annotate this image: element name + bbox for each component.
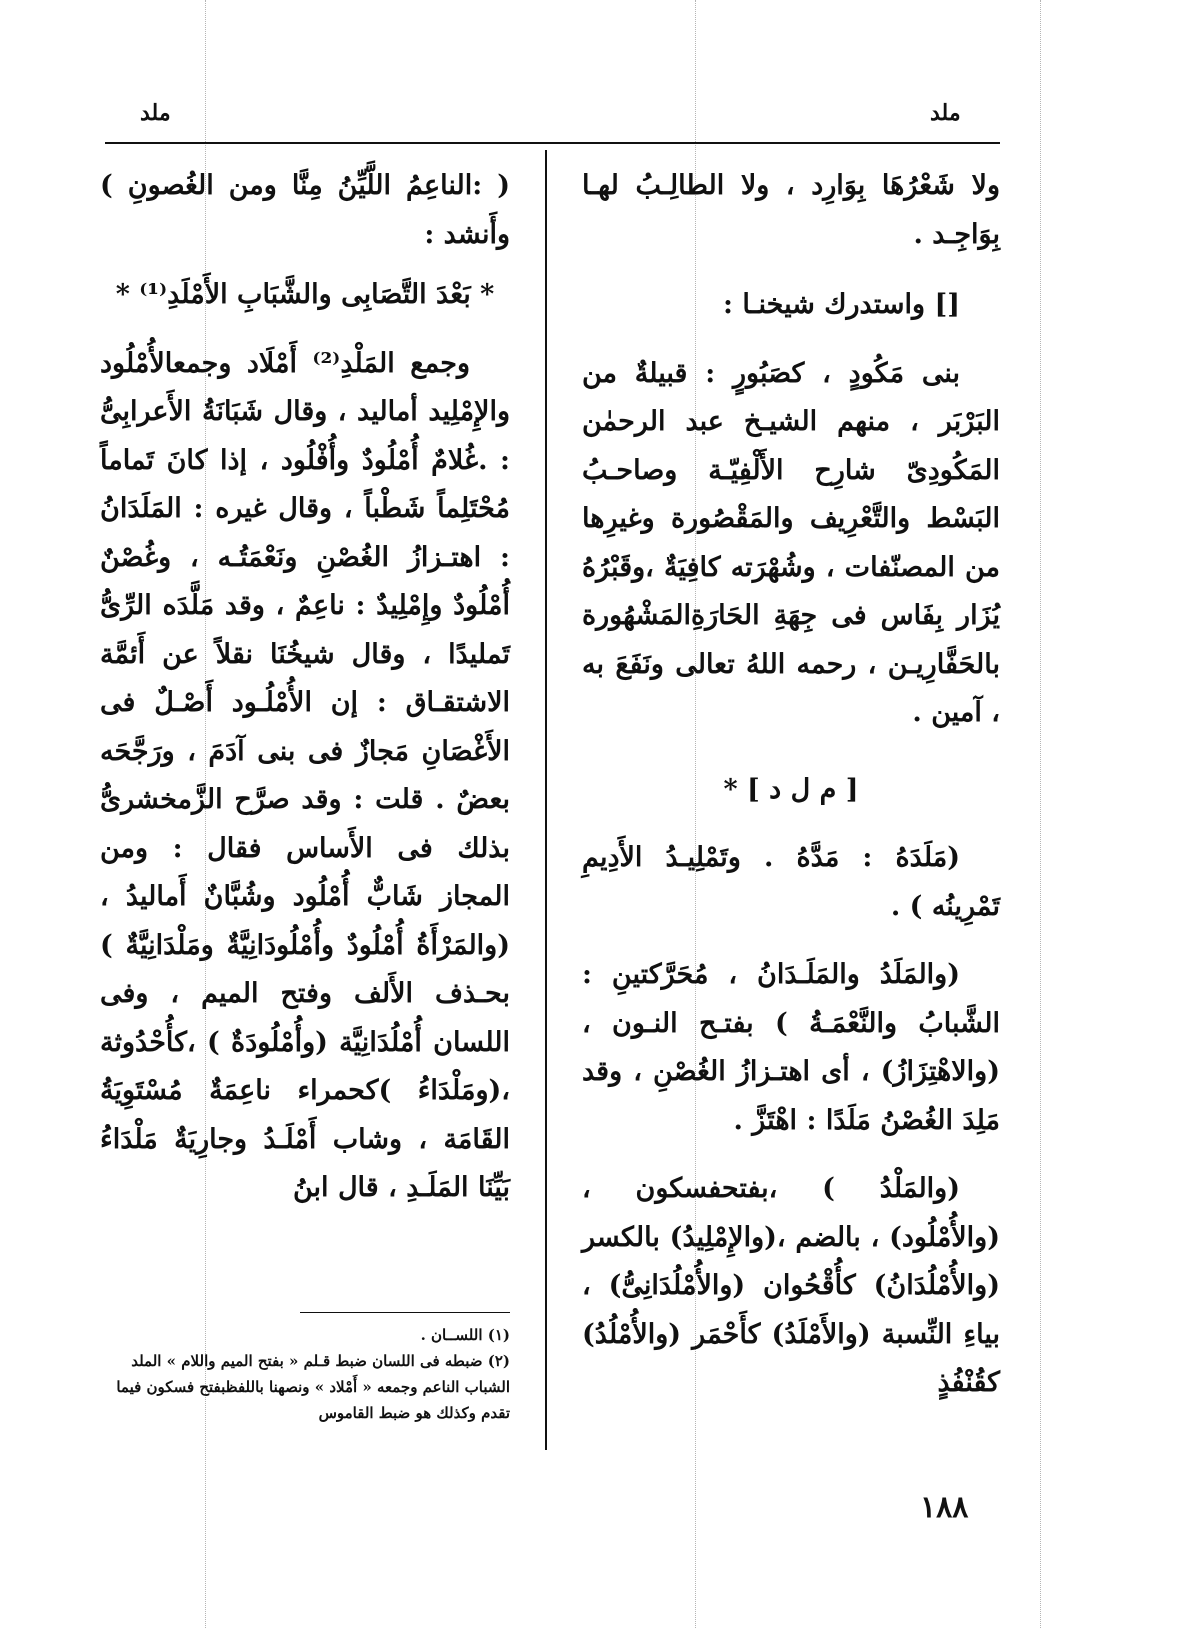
left-column: [100, 162, 510, 1233]
header-left-word: ملد: [140, 100, 171, 126]
footnote-2: (٢) ضبطه فى اللسان ضبط قـلم « بفتح الميم واللام » الملد الشباب الناعم وجمعه « أَمْلاد » ونصهنا باللفظبفتح فسكون فيما تقدم وكذلك هو ضبط القاموس: [116, 1352, 510, 1422]
paragraph-plural: وجمع المَلْدِ⁽²⁾ أَمْلَاد وجمعالأُمْلُود والإِمْلِيد أماليد ، وقال شَبَانَةُ الأَعرابِىُّ : .غُلامٌ أُمْلُودٌ وأُفْلُود ، إذا كانَ تَماماً مُحْتَلِماً شَطْباً ، وقال غيره : المَلَدَانُ : اهتـزازُ الغُصْنِ ونَعْمَتُـه ، وغُصْنٌ أُمْلُودٌ وإِمْلِيدٌ : ناعِمٌ ، وقد مَلَّدَه الرِّىُّ تَمليدًا ، وقال شيخُنَا نقلاً عن أَئمَّة الاشتقـاق : إن الأُمْلُـود أَصْـلٌ فى الأَغْصَانِ مَجازٌ فى بنى آدَمَ ، ورَجَّحَه بعضٌ . قلت : وقد صرَّح الزَّمخشرىُّ بذلك فى الأَساس فقال : ومن المجاز شَابٌّ أُمْلُود وشُبَّانٌ أَماليدُ ، (والمَرْأَةُ أُمْلُودٌ وأُمْلُودَانِيَّةٌ ومَلْدَانِيَّةٌ ) بحـذف الأَلف وفتح الميم ، وفى اللسان أُمْلُدَانِيَّة (وأُمْلُودَةٌ ) ،كأُحْدُوثة ،(ومَلْدَاءُ )كحمراء ناعِمَةٌ مُسْتَوِيَةُ القَامَة ، وشاب أَمْلَـدُ وجارِيَةٌ مَلْدَاءُ بَيِّنَا المَلَـدِ ، قال ابنُ: [100, 347, 510, 1203]
paragraph-malad: (والمَلَدُ والمَلَـدَانُ ، مُحَرَّكتينِ : الشَّبابُ والنَّعْمَـةُ ) بفتـح النـون ، (والاهْتِزَازُ) ، أى اهتـزازُ الغُصْنِ ، وقد مَلِدَ الغُصْنُ مَلَدًا : اهْتَزَّ .: [582, 959, 1000, 1136]
paragraph-continuation: ولا شَعْرُهَا بِوَارِد ، ولا الطالِـبُ لهـا بِوَاجِـد .: [582, 170, 1000, 250]
column-divider: [545, 150, 547, 1450]
page-number: ١٨٨: [920, 1490, 969, 1525]
paragraph-mald: (والمَلْدُ ) ،بفتحفسكون ،(والأُمْلُود) ، بالضم ،(والإِمْلِيدُ) بالكسر (والأُمْلُدَانُ) كأُقْحُوان (والأُمْلُدَانِىُّ) ، بياءِ النِّسبة (والأَمْلَدُ) كأَحْمَر (والأُمْلُدُ) كقُنْفُذٍ: [582, 1173, 1000, 1398]
fold-line-right: [1040, 0, 1041, 1628]
paragraph-addendum-intro: [] واستدرك شيخنـا :: [723, 289, 960, 320]
entry-heading: [ م ل د ] *: [723, 773, 859, 805]
header-rule: [105, 142, 1000, 144]
paragraph-makud: بنى مَكُودٍ ، كصَبُورٍ : قبيلةٌ من البَرْبَر ، منهم الشيـخ عبد الرحمٰن المَكُودِىّ شارِح الأَلْفِيّـة وصاحـبُ البَسْط والتَّعْرِيف والمَقْصُورة وغيرِها من المصنّفات ، وشُهْرَته كافِيَةٌ ،وقَبْرُهُ يُزَار بِفَاس فى جِهَةِ الحَارَةِالمَشْهُورة بالحَفَّارِيـن ، رحمه اللهُ تعالى ونَفَعَ به ، آمين .: [582, 357, 1000, 728]
header-right-word: ملد: [930, 100, 961, 126]
footnote-1: (١) اللســان .: [420, 1326, 510, 1344]
right-column: [582, 162, 1000, 1428]
paragraph-naim: ( :الناعِمُ اللَّيِّنُ مِنَّا ومن الغُصونِ ) وأَنشد :: [100, 170, 510, 250]
footnote-rule: [300, 1312, 510, 1313]
footnotes: [100, 1322, 510, 1426]
paragraph-maladahu: (مَلَدَهُ : مَدَّهُ . وتَمْلِيـدُ الأَدِيمِ تَمْرِينُه ) .: [582, 842, 1000, 922]
verse-line: * بَعْدَ التَّصَابِى والشَّبَابِ الأَمْلَدِ⁽¹⁾ *: [115, 279, 495, 310]
